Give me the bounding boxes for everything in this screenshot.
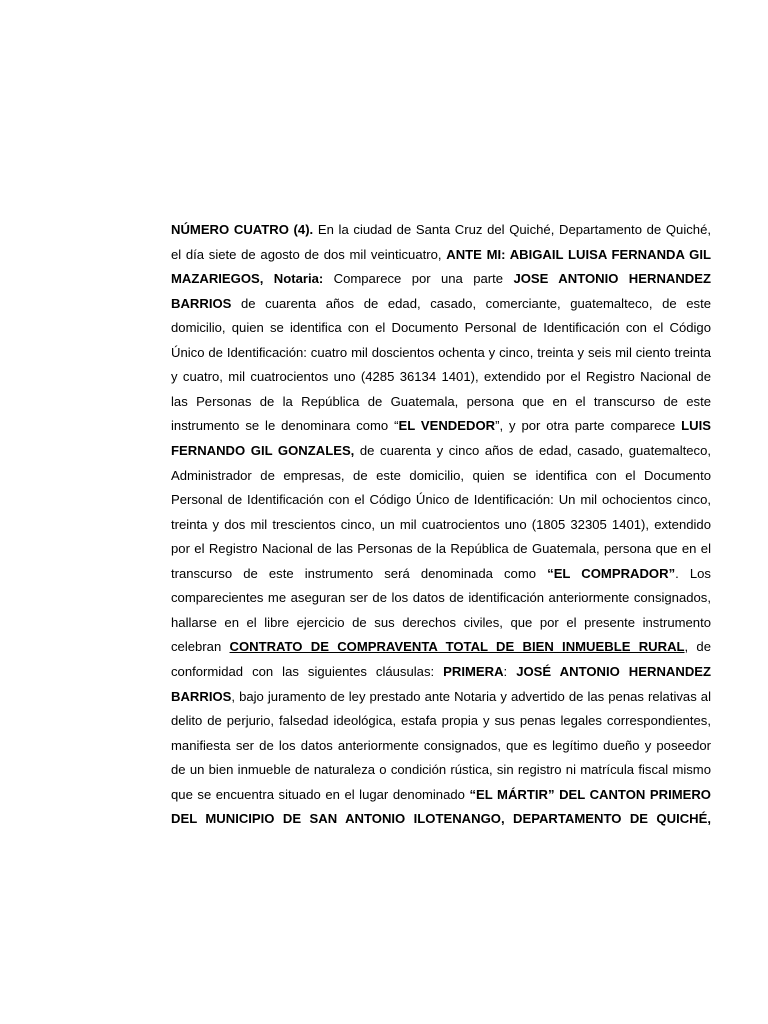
text-line	[171, 345, 711, 361]
text-segment: las Personas de la República de Guatemala, persona que en el transcurso de este	[171, 393, 711, 409]
text-line	[171, 320, 711, 336]
bold-text: PRIMERA	[443, 663, 504, 679]
text-segment: , de	[684, 639, 711, 655]
text-segment: Personal de Identificación con el Código Único de Identificación: Un mil ochocientos cinco,	[171, 492, 711, 508]
text-segment: manifiesta ser de los datos anteriormente consignados, que es legítimo dueño y poseedor	[171, 737, 711, 753]
bold-text: LUIS	[681, 418, 711, 434]
text-line	[171, 566, 711, 582]
bold-text: NÚMERO CUATRO (4).	[171, 222, 314, 237]
text-line	[171, 811, 711, 827]
text-segment: instrumento se le denominara como “	[171, 418, 399, 434]
text-line	[171, 418, 711, 434]
text-line	[171, 762, 711, 778]
bold-text: BARRIOS	[171, 688, 232, 704]
text-line	[171, 689, 711, 705]
text-line	[171, 247, 711, 263]
text-segment: En la ciudad de Santa Cruz del Quiché, Departamento de Quiché,	[313, 222, 711, 237]
bold-text: MAZARIEGOS, Notaria:	[171, 271, 324, 287]
text-line	[171, 468, 711, 484]
bold-text: JOSÉ ANTONIO HERNANDEZ	[516, 663, 712, 679]
underlined-bold-text: CONTRATO DE COMPRAVENTA TOTAL DE BIEN INMUEBLE RURAL	[229, 639, 685, 655]
text-segment: de un bien inmueble de naturaleza o condición rústica, sin registro ni matrícula fiscal mismo	[171, 762, 711, 778]
text-line	[171, 443, 711, 459]
bold-text: JOSE ANTONIO HERNANDEZ	[513, 271, 711, 287]
text-line	[171, 222, 711, 238]
text-segment: delito de perjurio, falsedad ideológica, estafa propia y sus penas legales correspondientes,	[171, 713, 711, 728]
text-line	[171, 492, 711, 508]
text-segment: y cuatro, mil cuatrocientos uno (4285 36134 1401), extendido por el Registro Nacional de	[171, 369, 711, 385]
text-line	[171, 787, 711, 803]
text-line	[171, 541, 711, 557]
text-line	[171, 517, 711, 533]
text-segment: por el Registro Nacional de las Personas de la República de Guatemala, persona que en el	[171, 541, 711, 557]
bold-text: “EL COMPRADOR”	[547, 565, 676, 581]
bold-text: DEL MUNICIPIO DE SAN ANTONIO ILOTENANGO, DEPARTAMENTO DE QUICHÉ,	[171, 811, 711, 827]
text-line	[171, 713, 711, 729]
text-line	[171, 369, 711, 385]
text-segment: de cuarenta y cinco años de edad, casado, guatemalteco,	[354, 443, 711, 458]
text-segment: . Los	[675, 565, 711, 581]
text-line	[171, 271, 711, 287]
bold-text: EL VENDEDOR	[398, 418, 496, 434]
text-segment: que se encuentra situado en el lugar denominado	[171, 786, 470, 802]
text-segment: de cuarenta años de edad, casado, comerciante, guatemalteco, de este	[231, 295, 711, 311]
bold-text: BARRIOS	[171, 295, 232, 311]
text-segment: celebran	[171, 639, 230, 655]
bold-text: “EL MÁRTIR” DEL CANTON PRIMERO	[469, 786, 711, 802]
text-segment: ”, y por otra parte comparece	[495, 418, 682, 434]
text-line	[171, 590, 711, 606]
text-segment: Único de Identificación: cuatro mil doscientos ochenta y cinco, treinta y seis mil ciento treinta	[171, 344, 711, 360]
text-segment: , bajo juramento de ley prestado ante Notaria y advertido de las penas relativas al	[231, 688, 711, 704]
text-line	[171, 615, 711, 631]
text-line	[171, 296, 711, 312]
text-line	[171, 639, 711, 655]
text-segment: Comparece por una parte	[323, 271, 514, 287]
text-line	[171, 738, 711, 754]
text-segment: :	[503, 663, 517, 679]
bold-text: ANTE MI: ABIGAIL LUISA FERNANDA GIL	[446, 246, 711, 262]
text-segment: el día siete de agosto de dos mil veinticuatro,	[171, 246, 447, 262]
text-segment: Administrador de empresas, de este domicilio, quien se identifica con el Documento	[171, 467, 711, 483]
text-segment: transcurso de este instrumento será denominada como	[171, 565, 548, 581]
text-segment: conformidad con las siguientes cláusulas:	[171, 663, 444, 679]
text-segment: hallarse en el libre ejercicio de sus derechos civiles, que por el presente instrumento	[171, 614, 711, 630]
text-segment: comparecientes me aseguran ser de los datos de identificación anteriormente consignados,	[171, 590, 711, 606]
text-line	[171, 394, 711, 410]
text-segment: domicilio, quien se identifica con el Documento Personal de Identificación con el Código	[171, 320, 711, 336]
text-segment: treinta y dos mil trescientos cinco, un mil cuatrocientos uno (1805 32305 1401), extendido	[171, 516, 711, 532]
bold-text: FERNANDO GIL GONZALES,	[171, 443, 355, 458]
text-line	[171, 664, 711, 680]
